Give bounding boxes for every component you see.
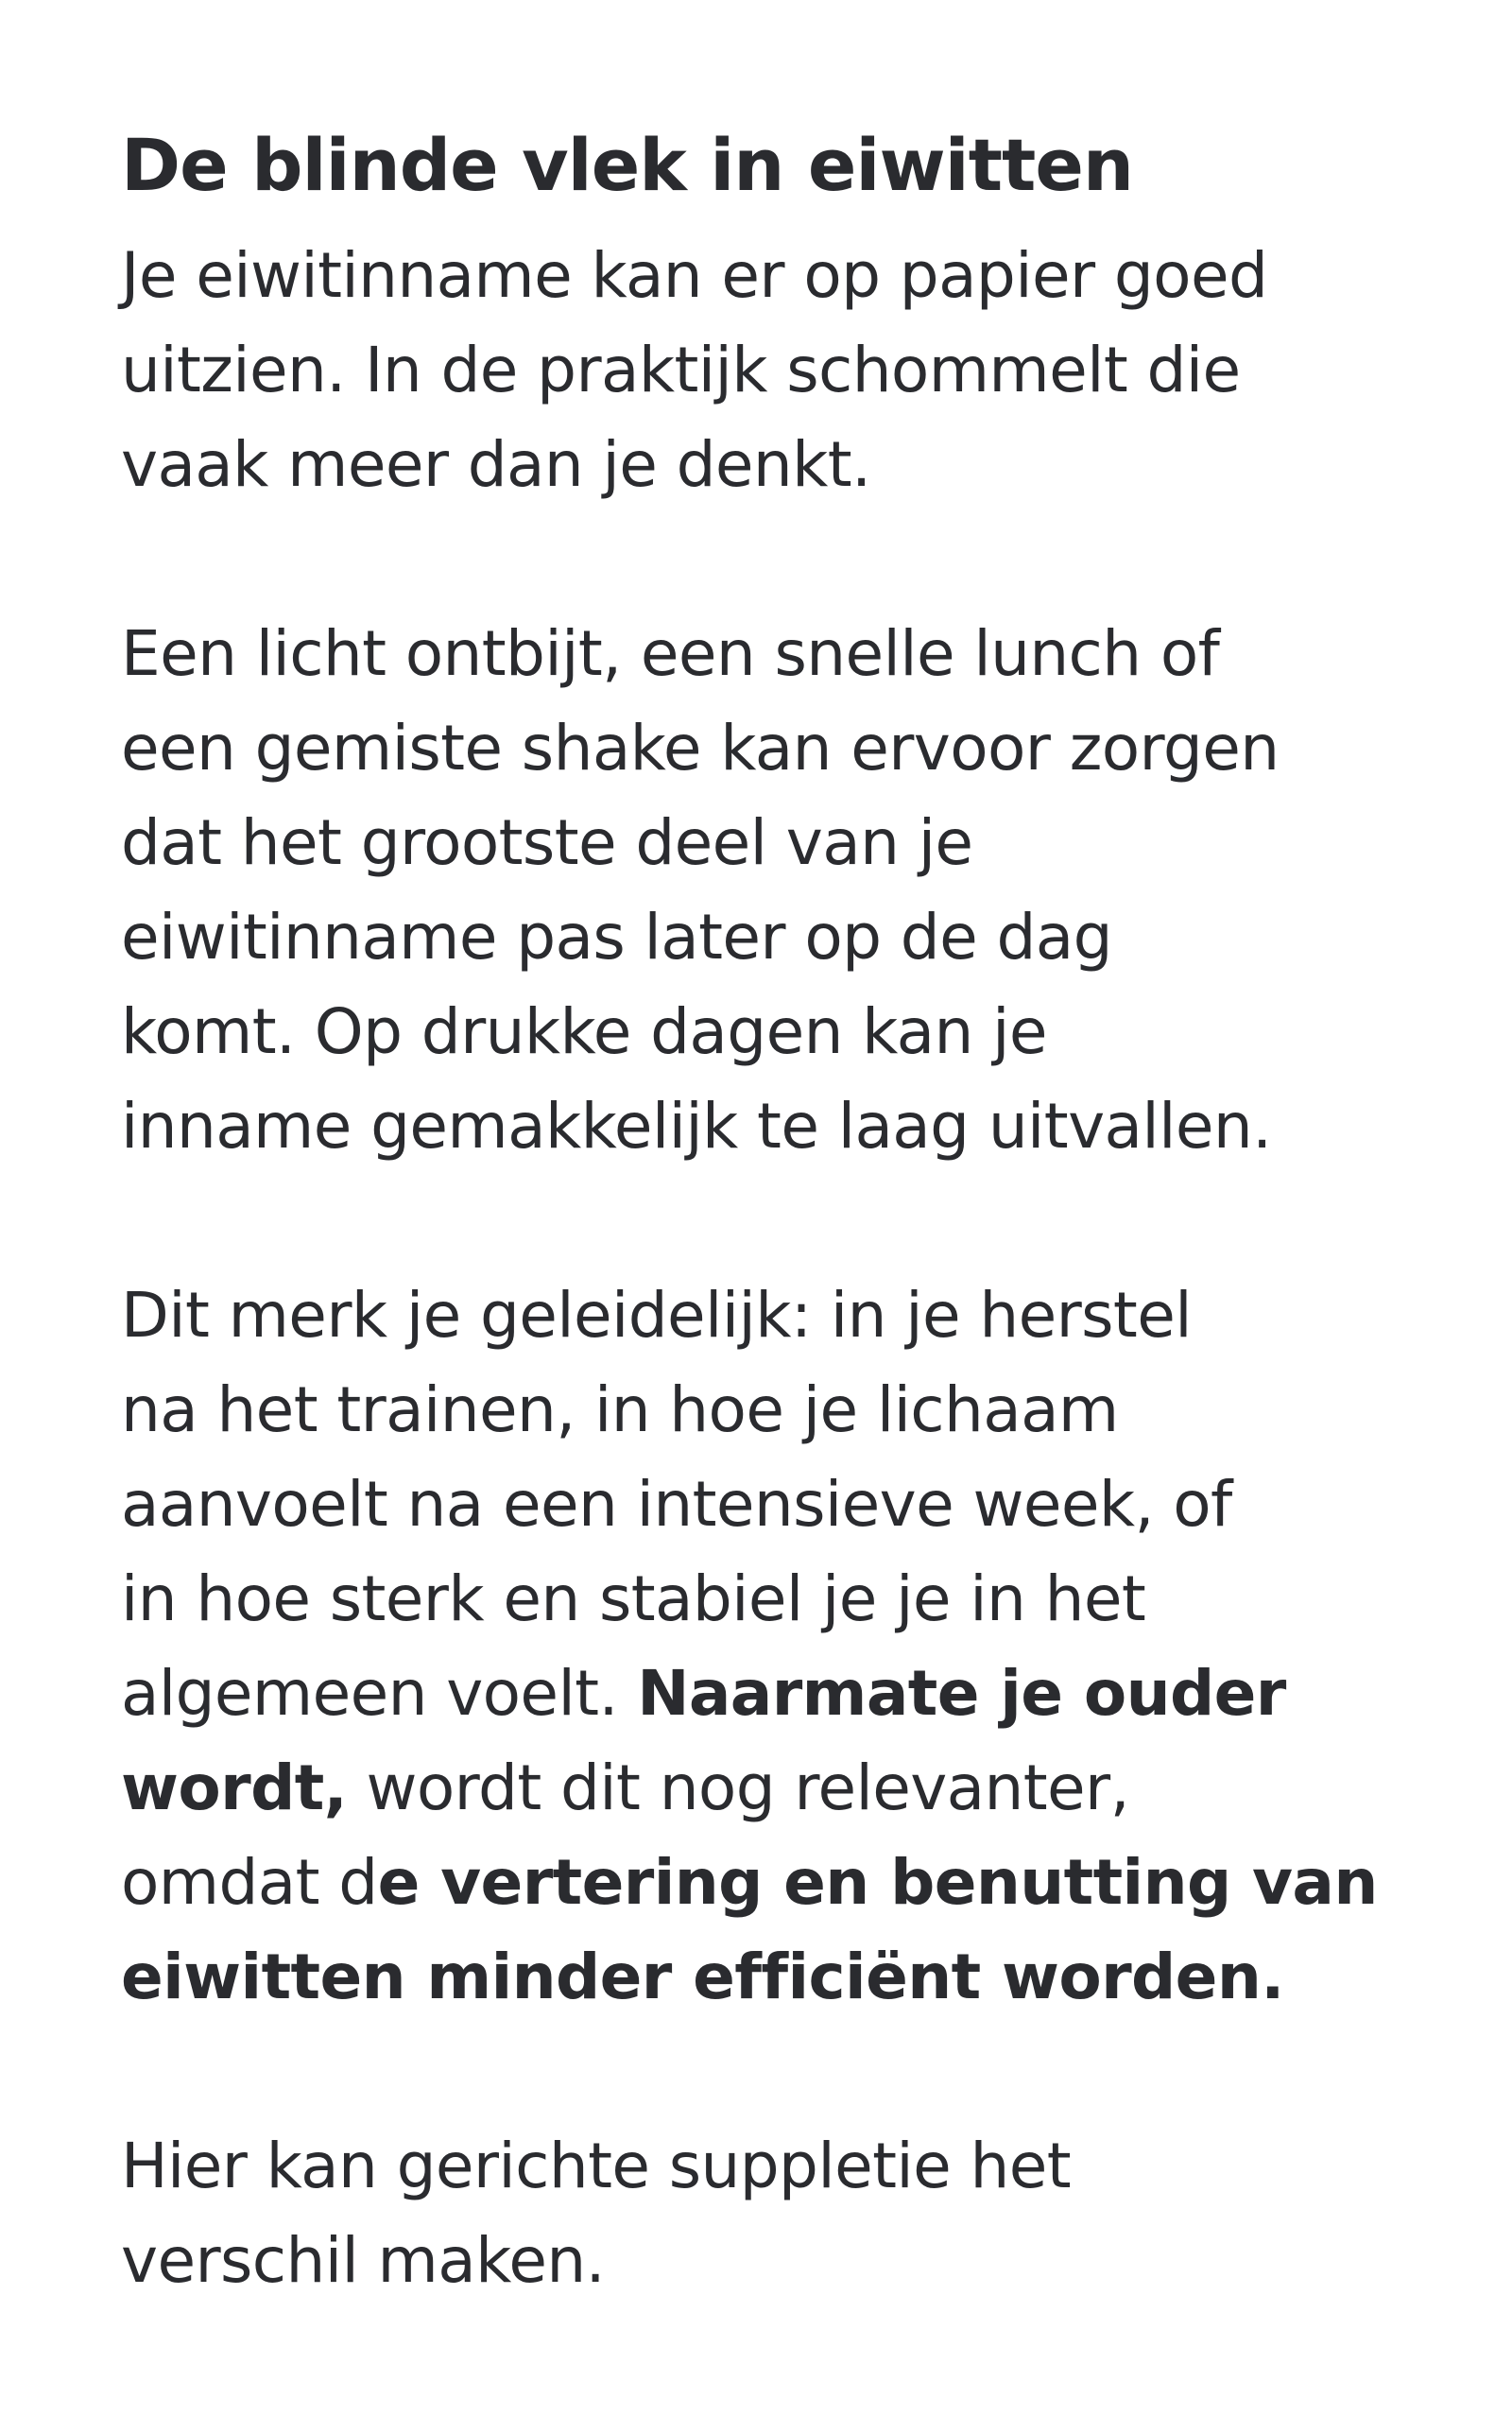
bold-text-segment: Naarmate je ouder wordt,	[121, 1657, 1286, 1824]
paragraph-daily-intake: Een licht ontbijt, een snelle lunch of een gemiste shake kan ervoor zorgen dat het grootste deel van je eiwitinname pas later op de dag komt. Op drukke dagen kan je inname gemakkelijk te laag uitvallen.	[121, 617, 1280, 1163]
article-title: De blinde vlek in eiwitten	[121, 123, 1134, 207]
paragraph-intro: Je eiwitinname kan er op papier goed uitzien. In de praktijk schommelt die vaak meer dan je denkt.	[121, 239, 1268, 501]
paragraph-recovery-aging	[121, 1268, 1444, 2025]
text-segment: wordt dit nog relevanter, omdat d	[121, 1751, 1129, 1919]
text-segment: Dit merk je geleidelijk: in je herstel na het trainen, in hoe je lichaam aanvoelt na een intensieve week, of in hoe sterk en stabiel je je in het algemeen voelt.	[121, 1279, 1232, 1730]
bold-text-segment: e vertering en benutting van eiwitten minder efficiënt worden.	[121, 1846, 1378, 2013]
paragraph-supplementation: Hier kan gerichte suppletie het verschil maken.	[121, 2130, 1072, 2297]
article	[121, 113, 1444, 2308]
